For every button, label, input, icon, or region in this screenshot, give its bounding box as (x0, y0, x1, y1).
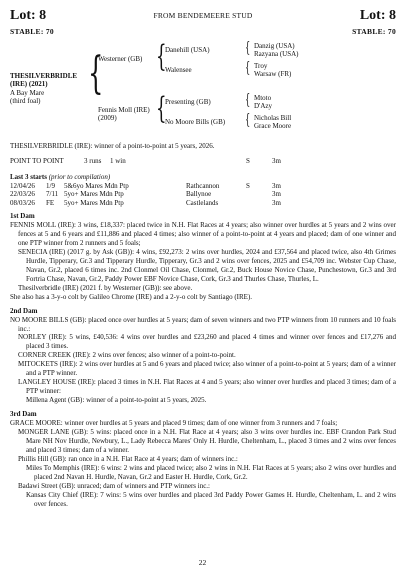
horse-name-line2: (IRE) (2021) (10, 80, 48, 89)
race-summary: THESILVERBRIDLE (IRE): winner of a point-to-point at 5 years, 2026. (10, 142, 215, 150)
second-dam-produce: MITOCKETS (IRE): 2 wins over hurdles at 5 and 6 years and placed twice; also winner of a point-to-point at 5 years; dam of a winner and a PTP winner. (18, 360, 396, 378)
stable-number-left: STABLE: 70 (10, 27, 54, 36)
third-dam-grandproduce: Miles To Memphis (IRE): 6 wins: 2 wins and placed twice; also 2 wins in N.H. Flat Races at 5 years; also 2 wins over hurdles and placed 2nd Navan H. Hurdle, Navan, Gr.2 and Easter H. Hurdle, Cork, Gr.2. (26, 463, 396, 481)
dam-dam: No Moore Bills (GB) (165, 118, 226, 126)
ancestor-troy: Troy (254, 62, 268, 70)
first-dam-other-produce: She also has a 3-y-o colt by Galileo Chrome (IRE) and a 2-y-o colt by Santiago (IRE). (10, 292, 253, 301)
first-dam-produce-thesilverbridle: Thesilverbridle (IRE) (2021 f. by Westerner (GB)): see above. (18, 283, 193, 292)
ancestor-dazy: D'Azy (254, 102, 272, 111)
ancestor-danzig: Danzig (USA) (254, 42, 295, 50)
pedigree-brace: { (88, 48, 104, 99)
pedigree-brace: { (245, 58, 251, 76)
third-dam-grandproduce: Kansas City Chief (IRE): 7 wins: 5 wins over hurdles and placed 3rd Paddy Power Games H. Hurdle, Cheltenham, L. and 2 wins over fences. (26, 490, 396, 508)
lot-number-left: Lot: 8 (10, 8, 47, 23)
catalogue-page (10, 8, 396, 509)
start-row: 22/03/26 7/11 5yo+ Mares Mdn Ptp Ballynoe 3m (10, 190, 281, 199)
second-dam-produce: NORLEY (IRE): 5 wins, £40,536: 4 wins over hurdles and £23,260 and placed 4 times and winner over fences and £17,276 and placed 3 times. (18, 333, 396, 351)
ancestor-razyana: Razyana (USA) (254, 50, 299, 59)
sire: Westerner (GB) (98, 55, 143, 63)
ptp-runs: 3 runs (84, 156, 102, 165)
pedigree-brace: { (245, 110, 251, 128)
dam-line2: (2009) (98, 114, 117, 123)
page-number: 22 (198, 558, 207, 567)
ancestor-mtoto: Mtoto (254, 94, 272, 102)
second-dam-record: NO MOORE BILLS (GB): placed once over hurdles at 5 years; dam of seven winners and two PTP winners from 10 runners and 10 foals inc.: (10, 315, 396, 333)
horse-name-line1: THESILVERBRIDLE (10, 72, 78, 80)
pedigree-brace: { (156, 91, 167, 126)
stable-number-right: STABLE: 70 (352, 27, 396, 36)
start-row: 08/03/26 FE 5yo+ Mares Mdn Ptp Castlelands 3m (10, 198, 281, 207)
first-dam-produce-senecia: SENECIA (IRE) (2017 g. by Ask (GB)): 4 wins, £92,273: 2 wins over hurdles, 2024 and £37,564 and placed twice, also 4th Grimes Hurdle, Tipperary, Gr.3 and Tipperary Hurdle, Tipperary, Gr.3 and 2 wins over fences, 2025 and £54,709 inc. Webster Cup Chase, Navan, Gr.2, placed 6 times inc. 2nd Clonmel Oil Chase, Clonmel, Gr.2, Buck House Novice Chase, Punchestown, Gr.3 and 3rd Fortria Chase, Navan, Gr.2, Paddy Power EBF Novice Chase, Cork, Gr.3 and Thurles Chase, Thurles, L. (18, 247, 396, 283)
last-starts (10, 173, 396, 207)
horse-description-line2: (third foal) (10, 97, 41, 106)
third-dam-produce: MONGER LANE (GB): 5 wins: placed once in a N.H. Flat Race at 4 years; also 3 wins over hurdles inc. EBF Crandon Park Stud Mare NH Nov Hurdle, Newbury, L., Lady Rebecca Mares' Only H. Hurdle, Cheltenham, L., placed 3 times and 2 wins over fences and placed 3 times; dam of a winner. (18, 428, 396, 454)
ptp-distance: 3m (272, 156, 281, 165)
second-dam-produce: LANGLEY HOUSE (IRE): placed 3 times in N.H. Flat Races at 4 and 5 years; also winner over hurdles and placed 3 times; dam of a PTP winner: (18, 378, 396, 396)
third-dam-record: GRACE MOORE: winner over hurdles at 5 years and placed 9 times; dam of one winner from 3 runners and 7 foals; (10, 419, 338, 428)
ancestor-nicholas-bill: Nicholas Bill (254, 114, 292, 122)
lot-header (10, 8, 396, 44)
lot-number-right: Lot: 8 (359, 8, 396, 23)
pedigree-brace: { (245, 38, 251, 56)
first-dam-record: FENNIS MOLL (IRE): 3 wins, £18,337: placed twice in N.H. Flat Races at 4 years; also winner over hurdles at 5 years and 2 wins over fences at 5 and 6 years and £11,886 and placed 4 times; also winner of a point-to-point at 4 years and placed; dam of one winner and one PTP winner from 2 runners and 5 foals; (10, 221, 396, 247)
second-dam-grandproduce: Millena Agent (GB): winner of a point-to-point at 5 years, 2025. (26, 396, 207, 405)
point-to-point-record (10, 157, 396, 167)
ancestor-grace-moore: Grace Moore (254, 122, 292, 131)
horse-description-line1: A Bay Mare (10, 88, 45, 97)
first-dam-heading: 1st Dam (10, 212, 35, 221)
last-starts-heading: Last 3 starts (prior to compilation) (10, 172, 111, 181)
third-dam-produce: Badawi Street (GB): unraced; dam of winners and PTP winners inc.: (18, 481, 211, 490)
ptp-label: POINT TO POINT (10, 156, 64, 165)
pedigree-brace: { (156, 39, 167, 74)
second-dam-produce: CORNER CREEK (IRE): 2 wins over fences; also winner of a point-to-point. (18, 351, 236, 360)
third-dam-produce: Phillis Hill (GB): ran once in a N.H. Flat Race at 4 years; dam of winners inc.: (18, 454, 238, 463)
sire-sire: Danehill (USA) (165, 46, 210, 54)
dam-line1: Fennis Moll (IRE) (98, 106, 150, 114)
stud-name: FROM BENDEMEERE STUD (153, 11, 253, 20)
sire-dam: Walensee (165, 66, 192, 74)
ptp-going: S (246, 156, 250, 165)
pedigree-brace: { (245, 90, 251, 108)
ptp-wins: 1 win (110, 156, 126, 165)
start-row: 12/04/26 1/9 5&6yo Mares Mdn Ptp Rathcannon S 3m (10, 181, 281, 190)
pedigree-table (10, 38, 396, 136)
second-dam-heading: 2nd Dam (10, 306, 38, 315)
dam-sire: Presenting (GB) (165, 98, 211, 106)
third-dam-heading: 3rd Dam (10, 410, 37, 419)
ancestor-warsaw: Warsaw (FR) (254, 70, 292, 79)
